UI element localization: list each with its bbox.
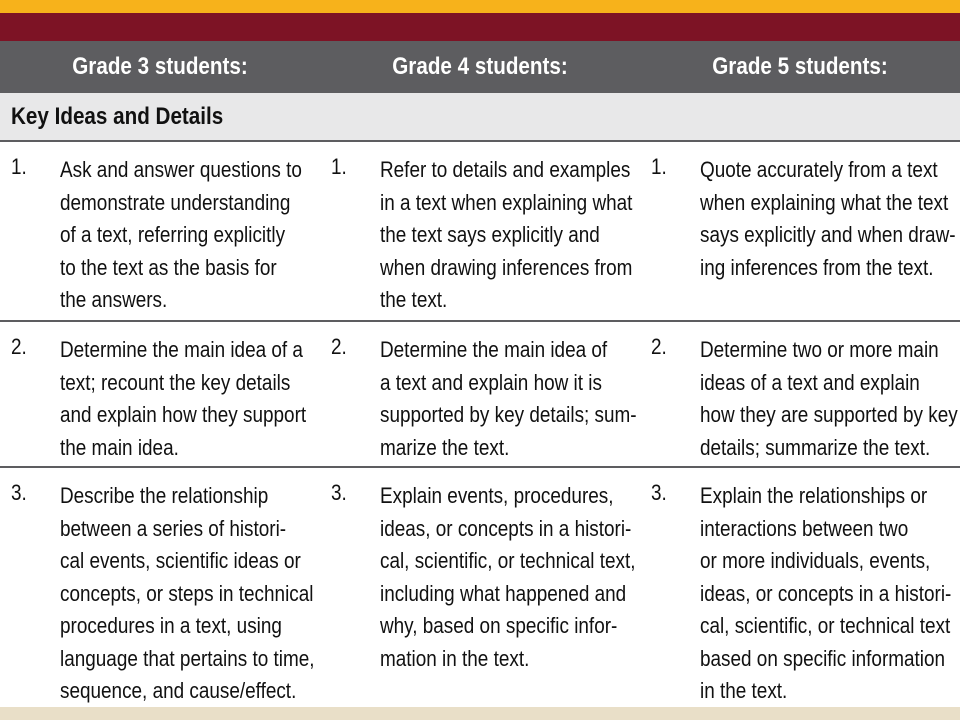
table-row bbox=[0, 142, 960, 322]
standard-text-line: Determine two or more main bbox=[700, 337, 939, 362]
grade-4-header: Grade 4 students: bbox=[392, 53, 568, 80]
standard-text-line: of a text, referring explicitly bbox=[60, 222, 286, 247]
standard-text-line: concepts, or steps in technical bbox=[60, 580, 314, 606]
standard-text bbox=[60, 334, 306, 464]
standard-text-line: including what happened and bbox=[380, 580, 627, 606]
standard-text-line: interactions between two bbox=[700, 515, 909, 541]
standard-text bbox=[60, 154, 302, 317]
standard-text-line: Explain the relationships or bbox=[700, 483, 928, 508]
table-row bbox=[0, 468, 960, 707]
standard-text-line: in the text. bbox=[700, 678, 788, 703]
standard-number: 3. bbox=[651, 480, 667, 505]
standard-text bbox=[380, 480, 636, 675]
standard-text-line: Describe the relationship bbox=[60, 483, 269, 508]
standard-text-line: Determine the main idea of bbox=[380, 337, 608, 362]
table-header bbox=[0, 41, 960, 93]
bottom-band bbox=[0, 707, 960, 720]
standard-text-line: Refer to details and examples bbox=[380, 157, 631, 182]
standard-text-line: when explaining what the text bbox=[700, 189, 949, 215]
standard-text-line: details; summarize the text. bbox=[700, 434, 931, 460]
standard-text-line: cal, scientific, or technical text, bbox=[380, 548, 636, 573]
standard-text-line: to the text as the basis for bbox=[60, 254, 277, 280]
standard-text bbox=[700, 480, 951, 708]
standard-text-line: says explicitly and when draw- bbox=[700, 222, 956, 247]
standard-text-line: when drawing inferences from bbox=[380, 254, 633, 280]
standard-text-line: ing inferences from the text. bbox=[700, 254, 934, 280]
section-header bbox=[0, 93, 960, 142]
standard-text-line: based on specific information bbox=[700, 645, 946, 671]
standard-text-line: how they are supported by key bbox=[700, 402, 958, 427]
standard-text-line: or more individuals, events, bbox=[700, 548, 931, 573]
standard-text-line: marize the text. bbox=[380, 434, 510, 460]
standard-text bbox=[700, 334, 958, 464]
standard-number: 1. bbox=[11, 154, 27, 179]
grade-3-header: Grade 3 students: bbox=[72, 53, 248, 80]
standard-text-line: between a series of histori- bbox=[60, 515, 287, 541]
table-row bbox=[0, 322, 960, 468]
standard-text bbox=[380, 154, 632, 317]
standard-text-line: supported by key details; sum- bbox=[380, 402, 637, 427]
standard-text-line: the answers. bbox=[60, 287, 168, 312]
standard-text-line: a text and explain how it is bbox=[380, 369, 602, 395]
top-accent-band bbox=[0, 0, 960, 13]
standard-text-line: Ask and answer questions to bbox=[60, 157, 302, 182]
standard-text-line: text; recount the key details bbox=[60, 369, 291, 395]
standard-text-line: cal, scientific, or technical text bbox=[700, 613, 951, 638]
grade-5-header: Grade 5 students: bbox=[712, 53, 888, 80]
standard-text-line: and explain how they support bbox=[60, 402, 307, 427]
standard-text bbox=[380, 334, 637, 464]
standard-text-line: mation in the text. bbox=[380, 645, 530, 671]
standard-text-line: Determine the main idea of a bbox=[60, 337, 303, 362]
standard-text bbox=[60, 480, 315, 708]
standard-text-line: the main idea. bbox=[60, 434, 179, 460]
standard-text-line: procedures in a text, using bbox=[60, 613, 282, 638]
standard-text-line: Quote accurately from a text bbox=[700, 157, 938, 182]
standard-number: 1. bbox=[331, 154, 347, 179]
standard-text bbox=[700, 154, 956, 284]
standard-text-line: why, based on specific infor- bbox=[380, 613, 618, 638]
standard-text-line: cal events, scientific ideas or bbox=[60, 548, 301, 573]
standard-text-line: sequence, and cause/effect. bbox=[60, 678, 297, 703]
standard-number: 3. bbox=[11, 480, 27, 505]
standard-text-line: the text. bbox=[380, 287, 448, 312]
section-title: Key Ideas and Details bbox=[11, 103, 224, 130]
standard-number: 2. bbox=[331, 334, 347, 359]
standard-text-line: in a text when explaining what bbox=[380, 189, 633, 215]
maroon-band bbox=[0, 13, 960, 41]
standard-number: 2. bbox=[11, 334, 27, 359]
standard-text-line: demonstrate understanding bbox=[60, 189, 291, 215]
standard-text-line: ideas, or concepts in a histori- bbox=[380, 515, 632, 541]
standard-number: 1. bbox=[651, 154, 667, 179]
standard-text-line: Explain events, procedures, bbox=[380, 483, 614, 508]
standard-text-line: the text says explicitly and bbox=[380, 222, 600, 247]
standard-text-line: language that pertains to time, bbox=[60, 645, 315, 671]
standard-text-line: ideas, or concepts in a histori- bbox=[700, 580, 952, 606]
standard-text-line: ideas of a text and explain bbox=[700, 369, 920, 395]
standard-number: 2. bbox=[651, 334, 667, 359]
standard-number: 3. bbox=[331, 480, 347, 505]
